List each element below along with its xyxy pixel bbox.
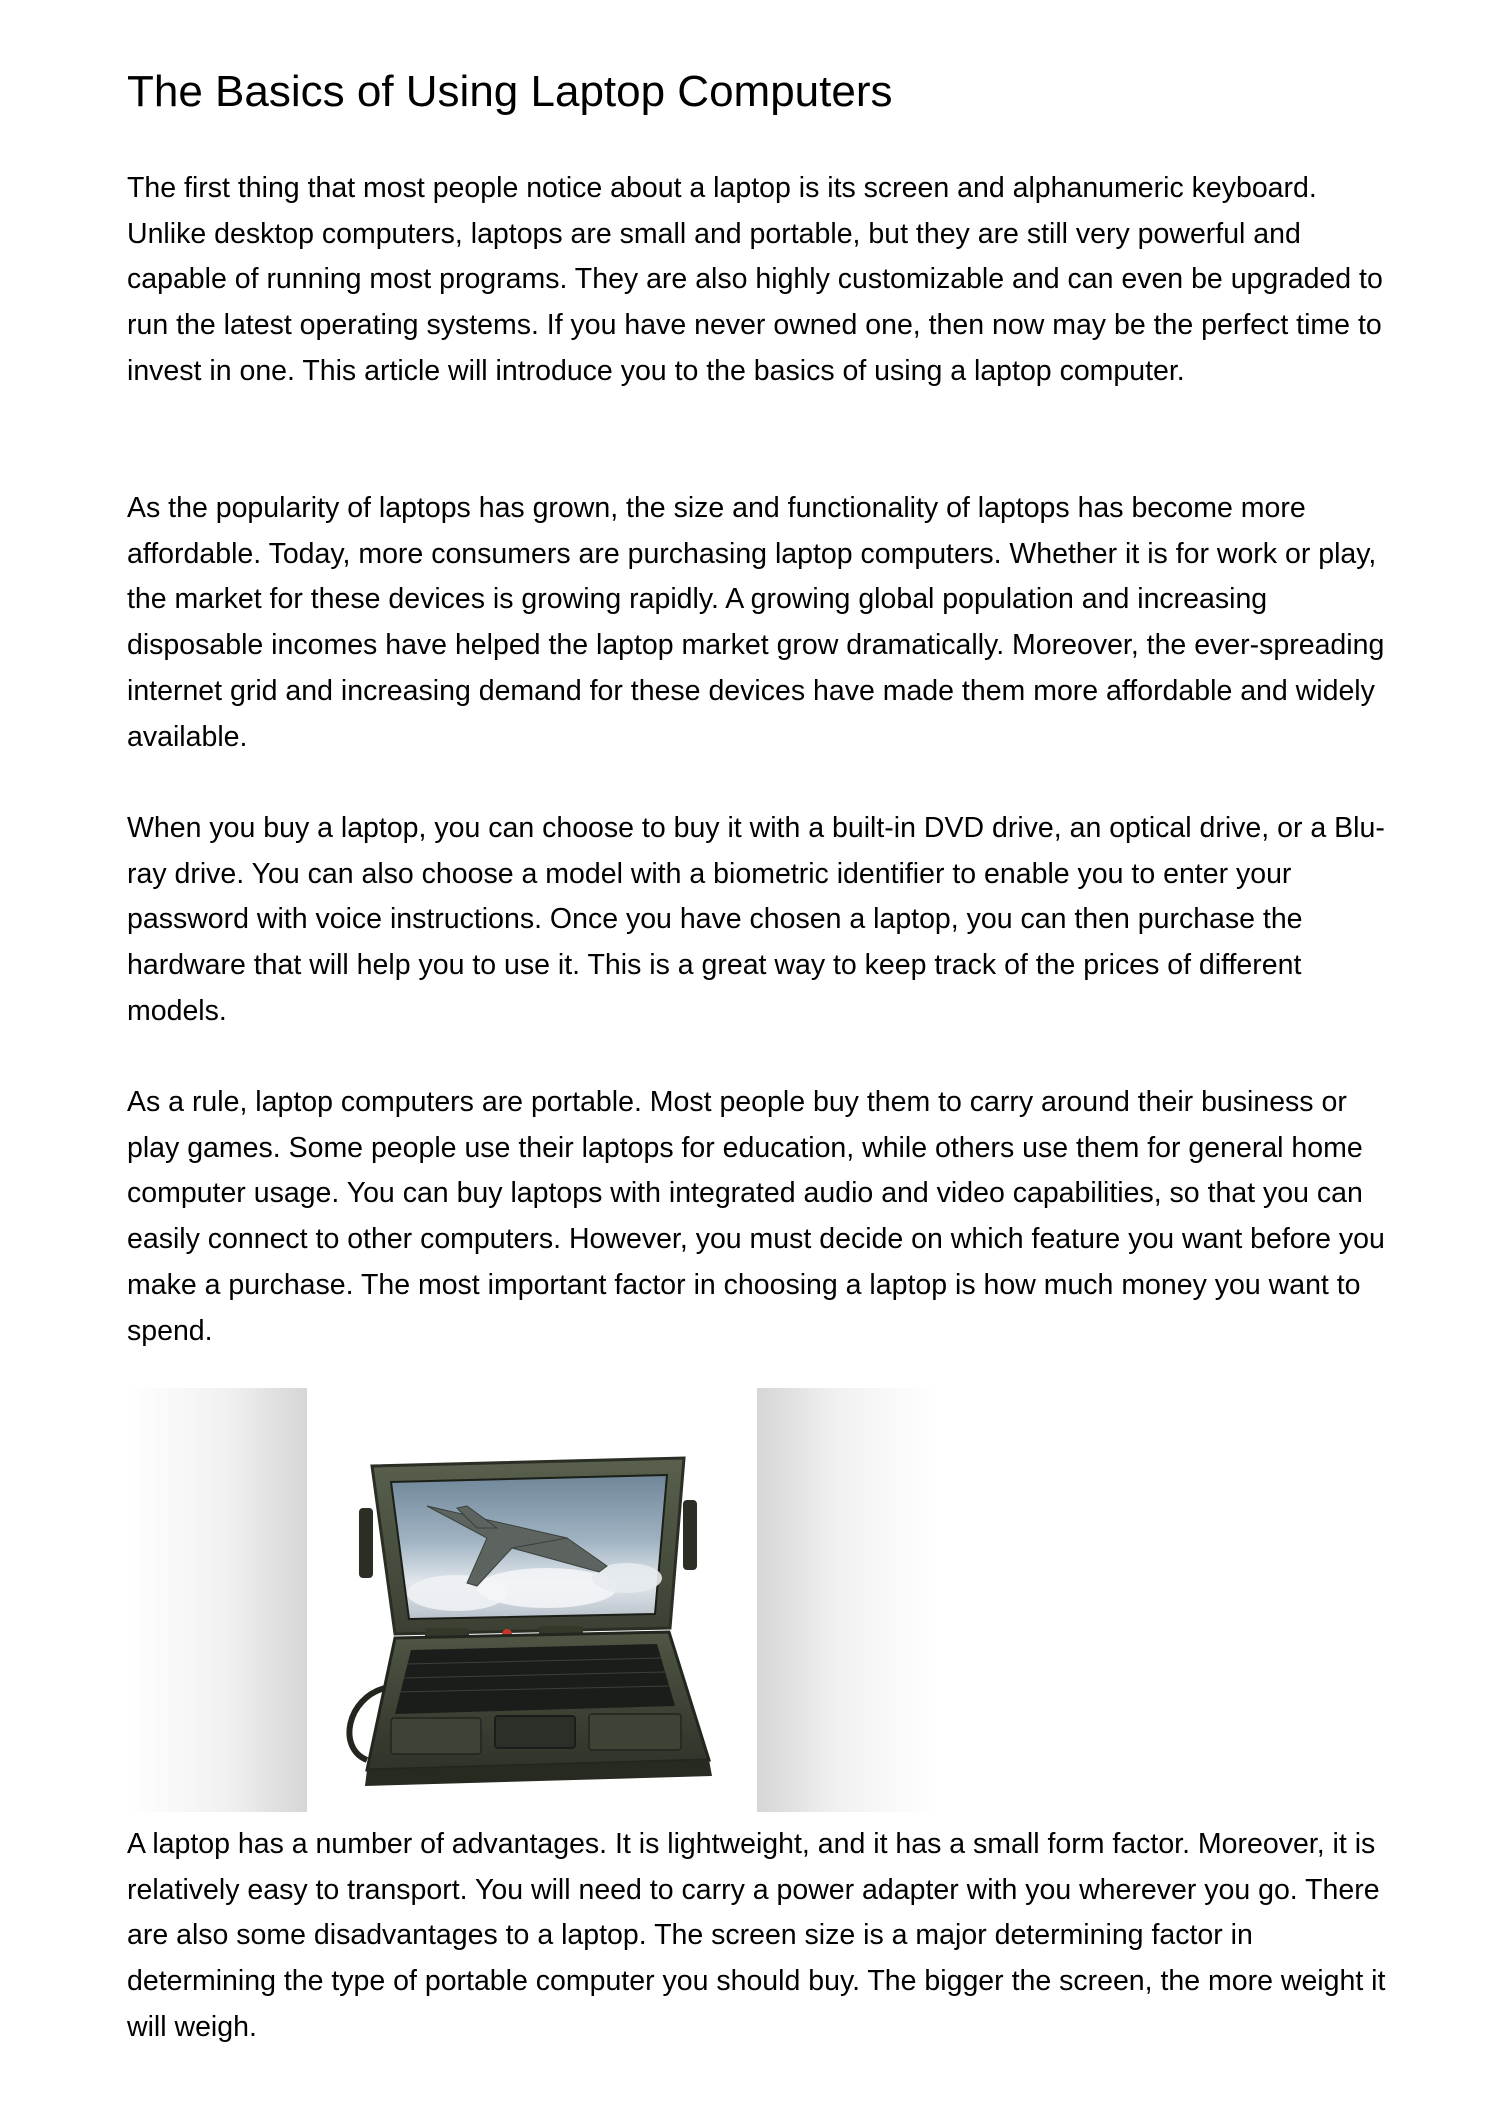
paragraph-3: When you buy a laptop, you can choose to buy it with a built-in DVD drive, an optical drive, or a Blu-ray drive. You can also choose a model with a biometric identifier to enable you to enter your password with voice instructions. Once you have chosen a laptop, you can then purchase the hardware that will help you to use it. This is a great way to keep track of the prices of different models. [127,812,1385,1027]
laptop-photo [307,1388,757,1812]
paragraph-5: A laptop has a number of advantages. It is lightweight, and it has a small form factor. Moreover, it is relatively easy to transport. You will need to carry a power adapter with you wherever you go. There are also some disadvantages to a laptop. The screen size is a major determining factor in determining the type of portable computer you should buy. The bigger the screen, the more weight it will weigh. [127,1828,1386,2043]
paragraph-1: The first thing that most people notice about a laptop is its screen and alphanumeric keyboard. Unlike desktop computers, laptops are small and portable, but they are still very powerful and capable of running most programs. They are also highly customizable and can even be upgraded to run the latest operating systems. If you have never owned one, then now may be the perfect time to invest in one. This article will introduce you to the basics of using a laptop computer. [127,172,1383,387]
paragraph-4: As a rule, laptop computers are portable. Most people buy them to carry around their business or play games. Some people use their laptops for education, while others use them for general home computer usage. You can buy laptops with integrated audio and video capabilities, so that you can easily connect to other computers. However, you must decide on which feature you want before you make a purchase. The most important factor in choosing a laptop is how much money you want to spend. [127,1086,1385,1347]
paragraph-2: As the popularity of laptops has grown, the size and functionality of laptops has become more affordable. Today, more consumers are purchasing laptop computers. Whether it is for work or play, the market for these devices is growing rapidly. A growing global population and increasing disposable incomes have helped the laptop market grow dramatically. Moreover, the ever-spreading internet grid and increasing demand for these devices have made them more affordable and widely available. [127,492,1385,753]
article-title: The Basics of Using Laptop Computers [127,67,893,116]
figure-gradient-panel-left [127,1388,307,1812]
figure-gradient-panel-right [757,1388,937,1812]
laptop-figure [127,1388,937,1812]
rugged-laptop-icon [307,1388,757,1812]
